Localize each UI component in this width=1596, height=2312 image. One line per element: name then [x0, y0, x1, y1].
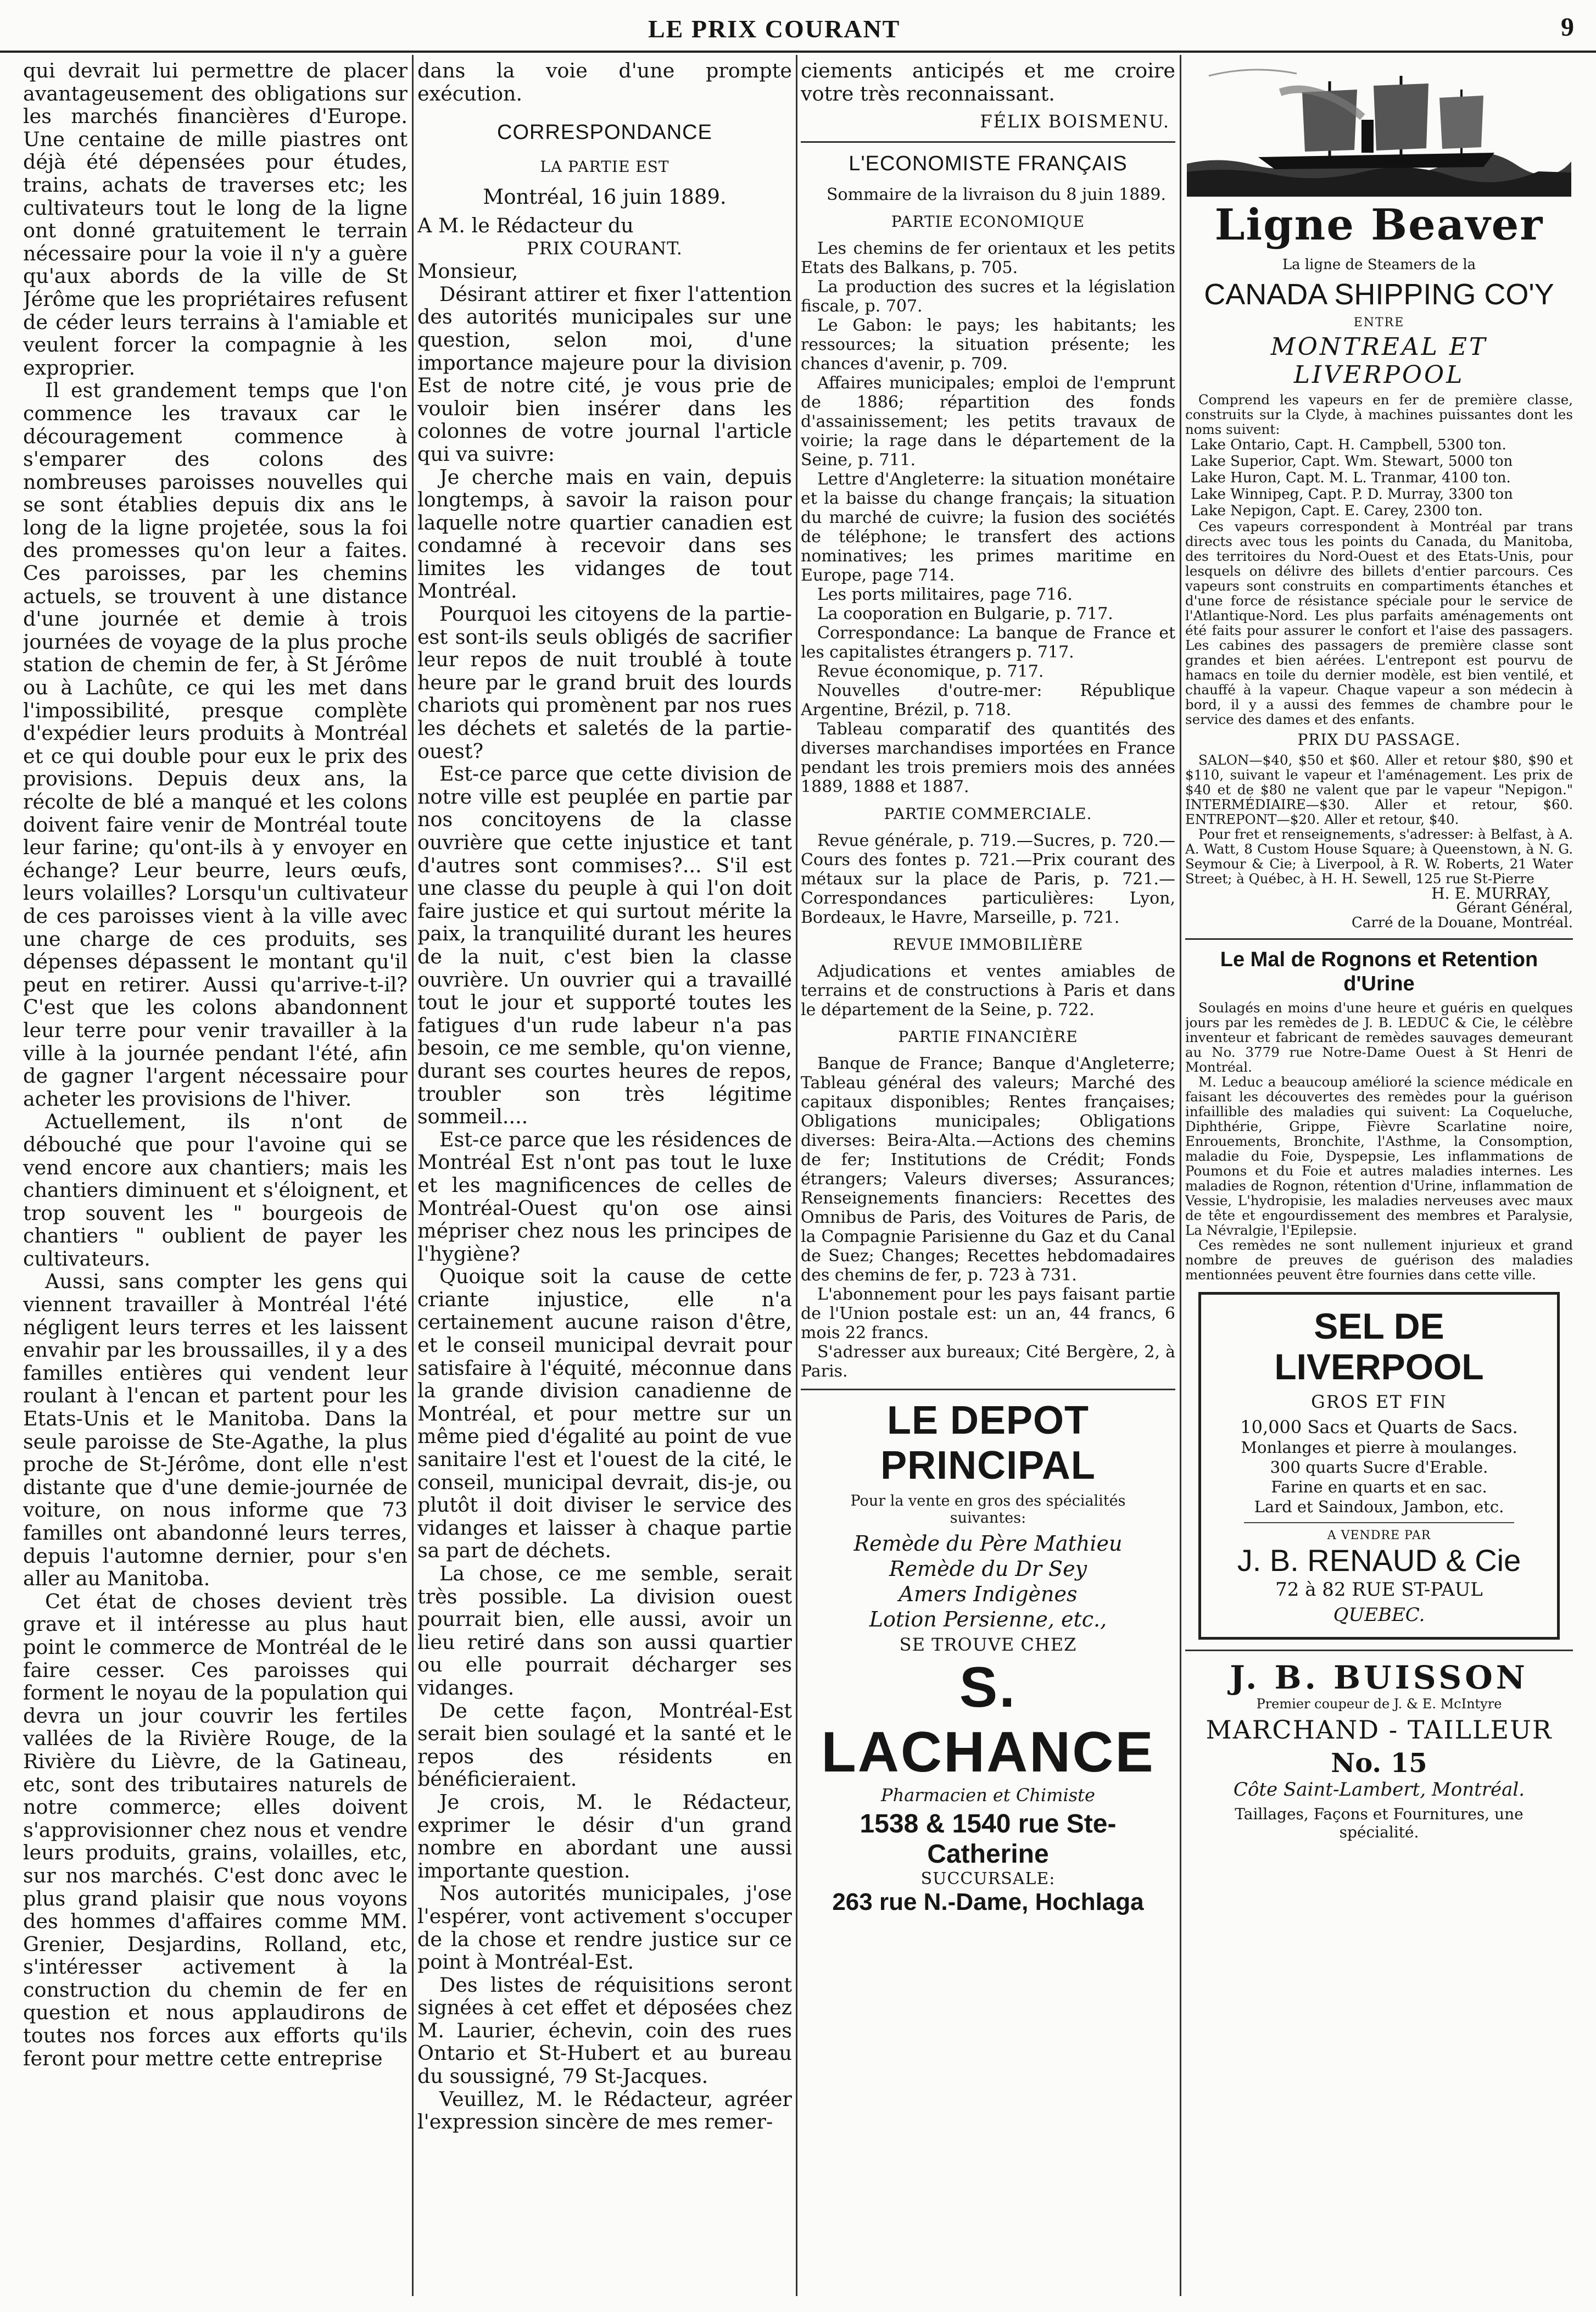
seller-name: J. B. RENAUD & Cie: [1237, 1543, 1521, 1578]
section-label: REVUE IMMOBILIÈRE: [892, 935, 1084, 954]
divider: [801, 141, 1175, 143]
divider: [1244, 1522, 1514, 1523]
remedy-paragraph: Soulagés en moins d'une heure et guéris en quelques jours par les remèdes de J. B. LEDUC & Cie, le célèbre inventeur et fabricant de remèdes sauvages demeurant au No. 3779 rue Notre-Dame Ouest à St Henri de Montréal.: [1185, 1000, 1573, 1075]
salt-ad: [1198, 1292, 1560, 1640]
ad-item: Remède du Père Mathieu: [853, 1531, 1123, 1556]
letter-paragraph: Désirant attirer et fixer l'attention des autorités municipales sur une question, selon moi, d'une importance majeure pour la division Est de notre cité, je vous prie de vouloir bien insérer dans les colonnes de votre journal l'article qui va suivre:: [417, 282, 792, 466]
column-2: [417, 59, 792, 2289]
company-name: CANADA SHIPPING CO'Y: [1204, 278, 1554, 311]
ad-item: Amers Indigènes: [899, 1582, 1078, 1607]
ad-role: Pharmacien et Chimiste: [881, 1785, 1095, 1806]
buisson-address: Côte Saint-Lambert, Montréal.: [1233, 1779, 1525, 1801]
letter-paragraph: Veuillez, M. le Rédacteur, agréer l'expression sincère de mes remer-: [417, 2087, 792, 2134]
article-paragraph: Aussi, sans compter les gens qui viennent travailler à Montréal l'été négligent leurs terres et les laissent envahir par les broussailles, il y a des familles entières qui vendent leur roulant à l'encan et partent pour les Etats-Unis et le Manitoba. Dans la seule paroisse de Ste-Agathe, la plus proche de St-Jérôme, dont elle n'est distante que d'une demie-journée de voiture, on nous informe que 73 familles ont abandonné leurs terres, depuis l'automne dernier, pour s'en aller au Manitoba.: [23, 1269, 408, 1591]
buisson-line: Taillages, Façons et Fournitures, une spécialité.: [1235, 1805, 1524, 1841]
ship-entry: Lake Ontario, Capt. H. Campbell, 5300 ton.: [1191, 437, 1506, 453]
summary-line: Sommaire de la livraison du 8 juin 1889.: [826, 185, 1167, 205]
divider: [801, 1389, 1175, 1390]
column-rule: [1180, 55, 1181, 2296]
summary-item: Lettre d'Angleterre: la situation monétaire et la baisse du change français; la situation du marché de cuivre; la fusion des sociétés de téléphone; le transfert des actions nominatives; les primes maritime en Europe, page 714.: [801, 470, 1175, 586]
ad-branch-address: 263 rue N.-Dame, Hochlaga: [832, 1888, 1144, 1916]
summary-item: Les chemins de fer orientaux et les petits Etats des Balkans, p. 705.: [801, 239, 1175, 278]
column-3: [801, 59, 1175, 2289]
letter-paragraph: Je cherche mais en vain, depuis longtemps, à savoir la raison pour laquelle notre quartier canadien est condamné à recevoir dans ses limites les vidanges de tout Montréal.: [417, 465, 792, 603]
ad-item: Remède du Dr Sey: [889, 1557, 1087, 1581]
column-rule: [412, 55, 414, 2296]
article-continuation: dans la voie d'une prompte exécution.: [417, 59, 792, 105]
letter-paragraph: Est-ce parce que les résidences de Montréal Est n'ont pas tout le luxe et les magnificences de celles de Montréal-Ouest qu'on ose ainsi mépriser chez nous les principes de l'hygiène?: [417, 1127, 792, 1266]
remedy-title: Le Mal de Rognons et Retention d'Urine: [1220, 948, 1538, 995]
article-paragraph: Cet état de choses devient très grave et il intéresse au plus haut point le commerce de Montréal de le faire cesser. Ces paroisses qui forment le noyau de la population qui devra un jour couvrir les fertiles vallées de la Rivière Rouge, de la Rivière du Lièvre, de la Gatineau, etc, sont des tributaires naturels de notre commerce; elles doivent s'approvisionner chez nous et vendre leurs produits, grains, volailles, etc, sur nos marchés. C'est donc avec le plus grand plaisir que nous voyons des hommes d'affaires comme MM. Grenier, Desjardins, Rolland, etc, s'intéresser activement à la construction du chemin de fer en question et nous applaudirons de toutes nos forces aux efforts qu'ils feront pour mettre cette entreprise: [23, 1589, 408, 2070]
contacts: Pour fret et renseignements, s'adresser: à Belfast, à A. A. Watt, 8 Custom House Square; à Queenstown, à N. G. Seymour & Cie; à Liverpool, à R. W. Roberts, 21 Water Street; à Québec, à H. H. Sewell, 125 rue St-Pierre: [1185, 826, 1573, 887]
page-header: [0, 0, 1596, 53]
fare-title: PRIX DU PASSAGE.: [1297, 731, 1461, 749]
ad-name: S. LACHANCE: [821, 1656, 1155, 1785]
article-paragraph: Il est grandement temps que l'on commence les travaux car le découragement commence à s'emparer des colons des nombreuses paroisses nouvelles qui se sont établies depuis dix ans le long de la ligne projetée, sous la foi des promesses qu'on leur a faites. Ces paroisses, par les chemins actuels, se trouvent à une distance d'une journée et demie à trois journées de voyage de la plus proche station de chemin de fer, à St Jérôme ou à Lachûte, ce qui les met dans l'impossibilité, presque complète d'expédier leurs produits à Montréal et ce qui double pour eux le prix des provisions. Depuis deux ans, la récolte de blé a manqué et les colons doivent faire venir de Montréal toute leur farine; qu'ont-ils à y envoyer en échange? Leur beurre, leurs œufs, leurs volailles? Lorsqu'un cultivateur de ces paroisses vient à la ville avec une charge de ces produits, ses dépenses dépassent le montant qu'il peut en retirer. Aussi qu'arrive-t-il? C'est que les colons abandonnent leur terre pour venir travailler à la ville à la journée pendant l'été, afin de gagner l'argent nécessaire pour acheter les provisions de l'hiver.: [23, 378, 408, 1111]
address-line: A M. le Rédacteur du: [417, 213, 634, 237]
address-line: PRIX COURANT.: [527, 237, 683, 259]
lachance-ad: [801, 1398, 1175, 1916]
summary-item: Le Gabon: le pays; les habitants; les ressources; la situation présente; les chances d'avenir, p. 709.: [801, 316, 1175, 374]
summary-item: Correspondance: La banque de France et les capitalistes étrangers p. 717.: [801, 623, 1175, 662]
ad-title: LE DEPOT PRINCIPAL: [880, 1399, 1096, 1488]
section-label: PARTIE ECONOMIQUE: [891, 213, 1085, 231]
letter-paragraph: Quoique soit la cause de cette criante injustice, elle n'a certainement aucune raison d'être, et le conseil municipal devrait pour satisfaire à l'équité, méconnue dans la grande division canadienne de Montréal, et pour mettre sur un même pied d'égalité au point de vue sanitaire l'est et l'ouest de la cité, le conseil, municipal devrait, dis-je, ou plutôt il doit diviser le service des vidanges et laisser à chaque partie sa part de déchets.: [417, 1264, 792, 1563]
salt-line: 10,000 Sacs et Quarts de Sacs.: [1240, 1417, 1518, 1438]
fares: SALON—$40, $50 et $60. Aller et retour $80, $90 et $110, suivant le vapeur et l'aménagement. Les prix de $40 et de $80 ne valent que par le vapeur "Nepigon." INTERMÉDIAIRE—$30. Aller et retour, $60. ENTREPONT—$20. Aller et retour, $40.: [1185, 752, 1573, 827]
salt-line: Farine en quarts et en sac.: [1271, 1478, 1487, 1496]
agent-name: H. E. MURRAY,: [1431, 884, 1551, 902]
letter-continuation: ciements anticipés et me croire votre très reconnaissant.: [801, 59, 1175, 105]
ad-branch: SUCCURSALE:: [920, 1869, 1056, 1889]
buisson-ad: [1185, 1659, 1573, 1841]
salt-line: Monlanges et pierre à moulanges.: [1241, 1438, 1517, 1457]
letter-paragraph: La chose, ce me semble, serait très possible. La division ouest pourrait bien, elle aussi, avoir un lieu retiré dans son aussi quartier ou elle pourrait décharger ses vidanges.: [417, 1562, 792, 1700]
letter-paragraph: Pourquoi les citoyens de la partie-est sont-ils seuls obligés de sacrifier leur repos de nuit troublé à toute heure par le grand bruit des lourds chariots qui promènent par nos rues les déchets et saletés de la partie-ouest?: [417, 602, 792, 763]
page-number: 9: [1561, 13, 1574, 42]
beaver-line1: La ligne de Steamers de la: [1282, 257, 1476, 273]
buisson-line: MARCHAND - TAILLEUR: [1206, 1715, 1553, 1745]
between-label: ENTRE: [1353, 316, 1405, 330]
seller-address: 72 à 82 RUE ST-PAUL: [1275, 1579, 1483, 1601]
summary-item: Revue générale, p. 719.—Sucres, p. 720.—Cours des fontes p. 721.—Prix courant des métaux sur la place de Paris, p. 721.—Correspondances particulières: Lyon, Bordeaux, le Havre, Marseille, p. 721.: [801, 831, 1175, 928]
letter-paragraph: Nos autorités municipales, j'ose l'espérer, vont activement s'occuper de la chose et rendre justice sur ce point à Montréal-Est.: [417, 1881, 792, 1974]
ship-entry: Lake Huron, Capt. M. L. Tranmar, 4100 ton.: [1191, 470, 1511, 486]
signature: FÉLIX BOISMENU.: [980, 111, 1170, 132]
summary-item: Tableau comparatif des quantités des diverses marchandises importées en France pendant les trois premiers mois des années 1889, 1888 et 1887.: [801, 720, 1175, 797]
summary-item: Nouvelles d'outre-mer: République Argentine, Brézil, p. 718.: [801, 681, 1175, 720]
ad-item: Lotion Persienne, etc.,: [869, 1607, 1107, 1632]
summary-item: La cooporation en Bulgarie, p. 717.: [817, 604, 1113, 624]
summary-item: Revue économique, p. 717.: [817, 662, 1044, 682]
ship-entry: Lake Winnipeg, Capt. P. D. Murray, 3300 ton: [1191, 486, 1513, 503]
column-rule: [796, 55, 797, 2296]
beaver-description: Comprend les vapeurs en fer de première classe, construits sur la Clyde, à machines puissantes dont les noms suivent:: [1185, 392, 1573, 437]
divider: [1185, 1650, 1573, 1651]
summary-item: La production des sucres et la législation fiscale, p. 707.: [801, 277, 1175, 316]
remedy-paragraph: M. Leduc a beaucoup amélioré la science médicale en faisant les découvertes des remèdes pour la guérison infaillible des maladies qui suivent: La Coqueluche, Diphthérie, Grippe, Fièvre Scarlatine noire, Enrouements, Bronchite, l'Asthme, la Consomption, maladie du Foie, Dyspepsie, Les inflammations de Poumons et du Foie et autres maladies internes. Les maladies de Rognon, rétention d'Urine, inflammation de Vessie, L'hydropisie, les maladies nerveuses avec maux de tête et engourdissement des membres et Paralysie, La Névralgie, l'Epilepsie.: [1185, 1074, 1573, 1238]
column-1: [23, 59, 408, 2289]
salutation: Monsieur,: [417, 259, 518, 283]
article-paragraph: Actuellement, ils n'ont de débouché que pour l'avoine qui se vend encore aux chantiers; mais les chantiers diminuent et s'éloignent, et trop souvent les " bourgeois de chantiers " oublient de payer les cultivateurs.: [23, 1110, 408, 1271]
ad-line: SE TROUVE CHEZ: [899, 1634, 1077, 1656]
ship-entry: Lake Superior, Capt. Wm. Stewart, 5000 ton: [1191, 453, 1513, 470]
section-subheading: LA PARTIE EST: [540, 157, 669, 176]
agent-title: Gérant Général,: [1456, 900, 1573, 916]
summary-item: S'adresser aux bureaux; Cité Bergère, 2, à Paris.: [801, 1342, 1175, 1381]
ad-address: 1538 & 1540 rue Ste-Catherine: [860, 1809, 1117, 1869]
letter-paragraph: Je crois, M. le Rédacteur, exprimer le désir d'un grand nombre en abordant une aussi importante question.: [417, 1790, 792, 1882]
ad-line: Pour la vente en gros des spécialités suivantes:: [850, 1492, 1126, 1527]
article-paragraph: qui devrait lui permettre de placer avantageusement des obligations sur les marchés financières d'Europe. Une centaine de mille piastres ont déjà été dépensées pour études, trains, achats de traverses etc; les cultivateurs tout le long de la ligne ont donné gratuitement le terrain nécessaire pour la voie il n'y a guère qu'aux abords de la ville de St Jérôme que les propriétaires refusent de céder leurs terrains à l'amiable et veulent forcer la compagnie à les exproprier.: [23, 59, 408, 380]
section-heading: L'ECONOMISTE FRANÇAIS: [849, 152, 1128, 175]
route: MONTREAL ET LIVERPOOL: [1270, 333, 1488, 389]
dateline: Montréal, 16 juin 1889.: [483, 185, 727, 209]
summary-item: Banque de France; Banque d'Angleterre; Tableau général des valeurs; Marché des capitaux disponibles; Rentes françaises; Obligations municipales; Obligations diverses: Beira-Alta.—Actions des chemins de fer; Institutions de Crédit; Fonds étrangers; Valeurs diverses; Assurances; Renseignements financiers: Recettes des Omnibus de Paris, des Voitures de Paris, de la Compagnie Parisienne du Gaz et du Canal de Suez; Changes; Recettes hebdomadaires des chemins de fer, p. 723 à 731.: [801, 1054, 1175, 1285]
ship-list: [1185, 437, 1573, 519]
ship-entry: Lake Nepigon, Capt. E. Carey, 2300 ton.: [1191, 503, 1483, 519]
summary-item: Les ports militaires, page 716.: [817, 585, 1073, 605]
salt-sub: GROS ET FIN: [1311, 1391, 1447, 1412]
salt-line: 300 quarts Sucre d'Erable.: [1270, 1458, 1488, 1477]
seller-city: QUEBEC.: [1333, 1604, 1425, 1626]
summary-item: L'abonnement pour les pays faisant partie de l'Union postale est: un an, 44 francs, 6 mois 22 francs.: [801, 1285, 1175, 1343]
beaver-line-title: Ligne Beaver: [1214, 200, 1544, 250]
buisson-number: No. 15: [1331, 1748, 1427, 1779]
column-4: [1185, 59, 1573, 2289]
agent-address: Carré de la Douane, Montréal.: [1351, 915, 1573, 931]
summary-item: Affaires municipales; emploi de l'emprunt de 1886; répartition des fonds d'assainissement; les petits travaux de voirie; la rage dans le département de la Seine, p. 711.: [801, 374, 1175, 470]
remedy-paragraph: Ces remèdes ne sont nullement injurieux et grand nombre de preuves de guérison des maladies mentionnées peuvent être fournies dans cette ville.: [1185, 1237, 1573, 1283]
buisson-line: Premier coupeur de J. & E. McIntyre: [1256, 1696, 1502, 1712]
section-heading: CORRESPONDANCE: [497, 121, 712, 144]
salt-title: SEL DE LIVERPOOL: [1274, 1306, 1484, 1387]
salt-line: Lard et Saindoux, Jambon, etc.: [1254, 1497, 1504, 1516]
beaver-body: Ces vapeurs correspondent à Montréal par trans directs avec tous les points du Canada, du Manitoba, des territoires du Nord-Ouest et des Etats-Unis, pour lesquels on délivre des billets d'entier parcours. Ces vapeurs sont construits en compartiments étanches et d'une force de résistance spéciale pour le service de l'Atlantique-Nord. Les plus parfaits aménagements ont été faits pour assurer le confort et l'aise des passagers. Les cabines des passagers de première classe sont grandes et bien aérées. L'entrepont est pourvu de hamacs en toile du dernier modèle, est bien ventilé, et chauffé à la vapeur. Chaque vapeur a son médecin à bord, il y a aussi des femmes de chambre pour le service des dames et des enfants.: [1185, 519, 1573, 727]
letter-paragraph: De cette façon, Montréal-Est serait bien soulagé et la santé et le repos des résidents en bénéficieraient.: [417, 1698, 792, 1791]
running-head: LE PRIX COURANT: [648, 15, 901, 43]
buisson-name: J. B. BUISSON: [1230, 1659, 1528, 1696]
summary-item: Adjudications et ventes amiables de terrains et de constructions à Paris et dans le département de la Seine, p. 722.: [801, 962, 1175, 1020]
section-label: PARTIE COMMERCIALE.: [884, 805, 1092, 823]
letter-paragraph: Est-ce parce que cette division de notre ville est peuplée en partie par nos concitoyens de la classe ouvrière que cette injustice et tant d'autres sont commises?... S'il est une classe du peuple à qui l'on doit faire justice et qui surtout mérite la paix, la tranquilité durant les heures de la nuit, c'est bien la classe ouvrière. Un ouvrier qui a travaillé tout le jour et supporté toutes les fatigues d'un rude labeur n'a pas besoin, ce me semble, qu'on vienne, durant ses courtes heures de repos, troubler son très légitime sommeil....: [417, 762, 792, 1129]
section-label: PARTIE FINANCIÈRE: [898, 1028, 1078, 1046]
sale-label: A VENDRE PAR: [1327, 1529, 1431, 1542]
steamship-illustration: [1185, 59, 1573, 197]
divider: [1185, 938, 1573, 940]
letter-paragraph: Des listes de réquisitions seront signées à cet effet et déposées chez M. Laurier, échevin, coin des rues Ontario et St-Hubert et au bureau du soussigné, 79 St-Jacques.: [417, 1973, 792, 2088]
